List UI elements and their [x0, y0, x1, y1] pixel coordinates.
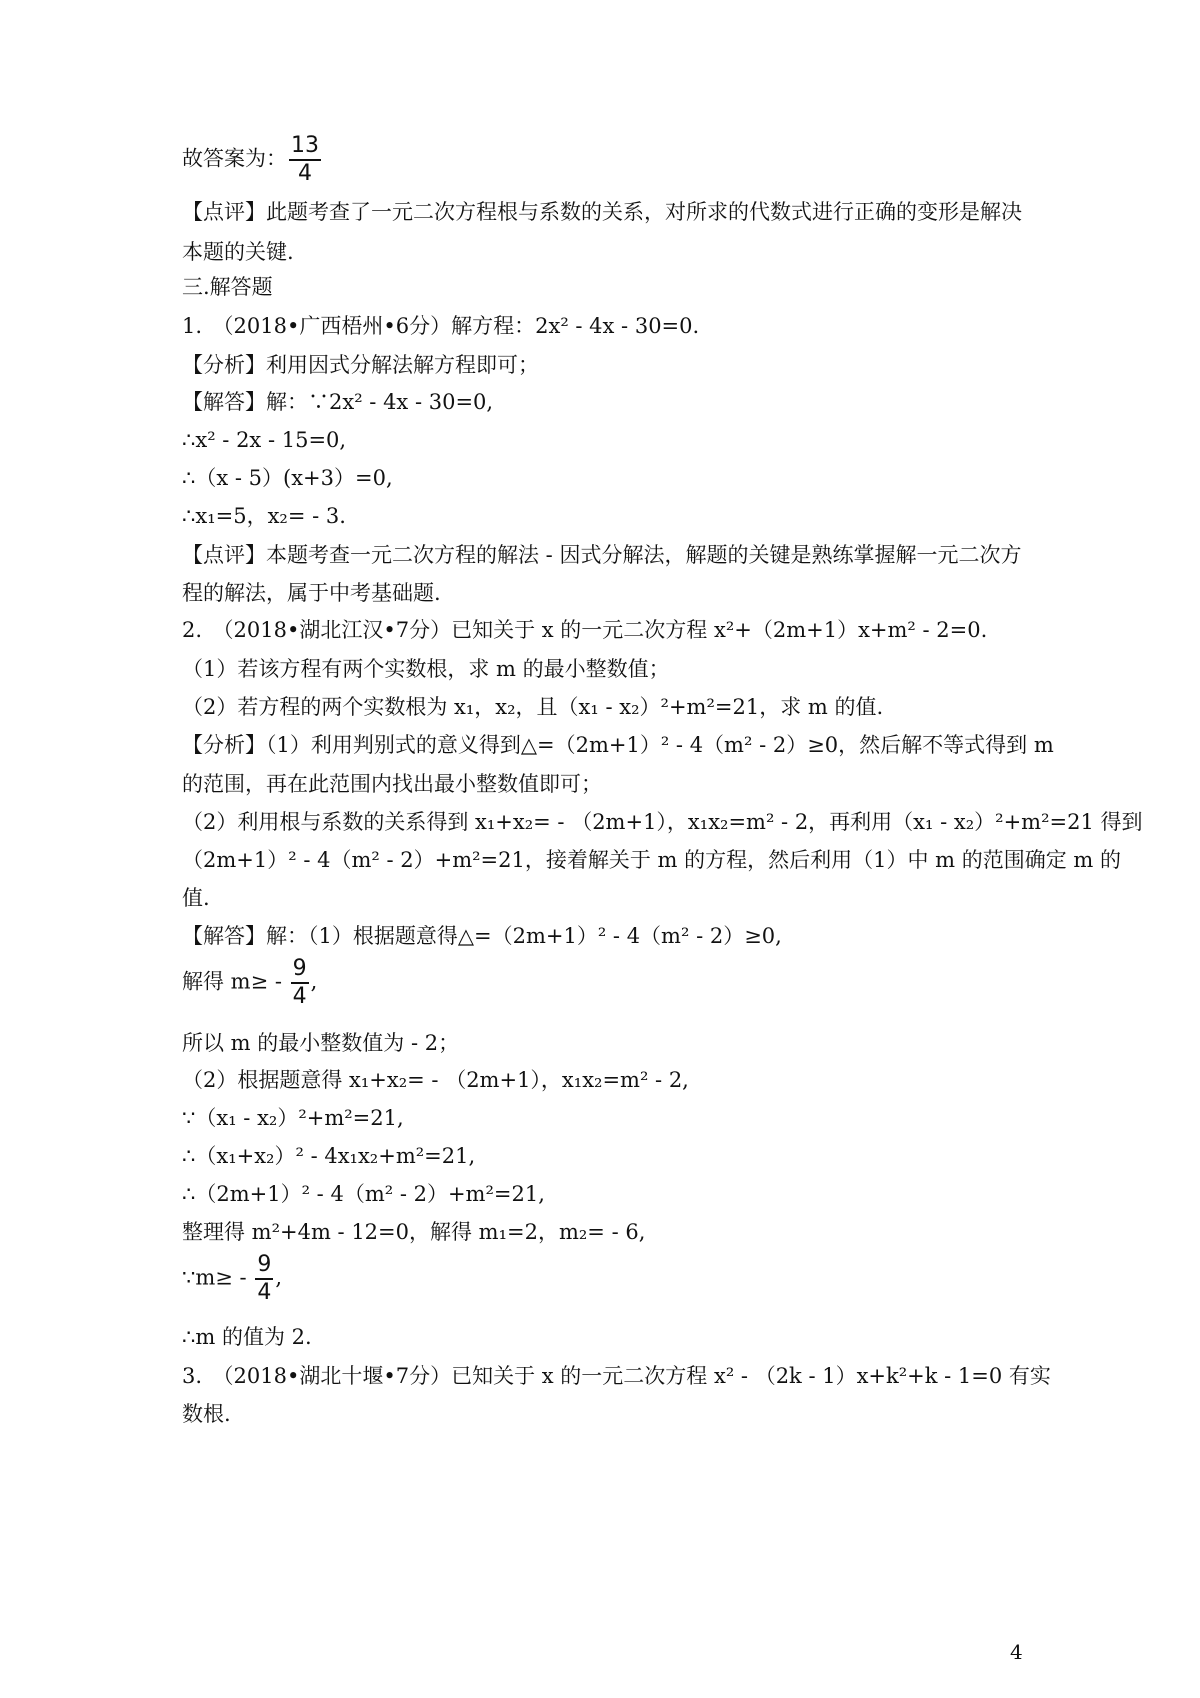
solution-2-line-4: （2）根据题意得 x₁+x₂= - （2m+1），x₁x₂=m² - 2,: [182, 1068, 689, 1092]
question-3-line-1: 3. （2018•湖北十堰•7分）已知关于 x 的一元二次方程 x² - （2k - 1）x+k²+k - 1=0 有实: [182, 1364, 1051, 1388]
comment-line-2: 本题的关键.: [182, 240, 294, 264]
question-3-line-2: 数根.: [182, 1402, 231, 1426]
fraction: [289, 135, 321, 185]
solution-1-line-2: ∴x² - 2x - 15=0,: [182, 428, 347, 452]
fraction-numerator: 13: [289, 135, 321, 161]
fraction: [291, 958, 309, 1008]
solution-2-line-8: 整理得 m²+4m - 12=0，解得 m₁=2，m₂= - 6,: [182, 1220, 646, 1244]
fraction-suffix: ,: [275, 1265, 283, 1290]
solution-2-line-1: 【解答】解：（1）根据题意得△=（2m+1）² - 4（m² - 2）≥0,: [182, 924, 782, 948]
solution-2-line-6: ∴（x₁+x₂）² - 4x₁x₂+m²=21,: [182, 1144, 476, 1168]
solution-2-fraction-line-1: [182, 958, 317, 1008]
question-1: 1. （2018•广西梧州•6分）解方程：2x² - 4x - 30=0.: [182, 314, 700, 338]
section-heading: 三.解答题: [182, 275, 273, 299]
comment-line-1: 【点评】此题考查了一元二次方程根与系数的关系，对所求的代数式进行正确的变形是解决: [182, 200, 1022, 224]
analysis-2-line-4: （2m+1）² - 4（m² - 2）+m²=21，接着解关于 m 的方程，然后利用（1）中 m 的范围确定 m 的: [182, 848, 1121, 872]
solution-2-conclusion: ∴m 的值为 2.: [182, 1325, 312, 1349]
solution-2-line-3: 所以 m 的最小整数值为 - 2；: [182, 1031, 460, 1055]
question-2-part-2: （2）若方程的两个实数根为 x₁，x₂，且（x₁ - x₂）²+m²=21，求 m 的值.: [182, 695, 884, 719]
analysis-2-line-5: 值.: [182, 886, 210, 910]
comment-1-line-2: 程的解法，属于中考基础题.: [182, 581, 441, 605]
question-2: 2. （2018•湖北江汉•7分）已知关于 x 的一元二次方程 x²+（2m+1）x+m² - 2=0.: [182, 618, 988, 642]
fraction-denominator: 4: [292, 984, 307, 1009]
solution-2-line-7: ∴（2m+1）² - 4（m² - 2）+m²=21,: [182, 1182, 545, 1206]
inequality-prefix: 解得 m≥ -: [182, 969, 289, 994]
solution-1-line-3: ∴（x - 5）(x+3）=0,: [182, 466, 393, 490]
question-2-part-1: （1）若该方程有两个实数根，求 m 的最小整数值；: [182, 657, 670, 681]
solution-2-line-5: ∵（x₁ - x₂）²+m²=21,: [182, 1106, 404, 1130]
page-number: 4: [1010, 1640, 1023, 1664]
comment-1-line-1: 【点评】本题考查一元二次方程的解法 - 因式分解法，解题的关键是熟练掌握解一元二次方: [182, 543, 1022, 567]
fraction-suffix: ,: [310, 969, 318, 994]
fraction-denominator: 4: [298, 161, 312, 186]
inequality-prefix: ∵m≥ -: [182, 1265, 254, 1290]
answer-label: 故答案为：: [182, 146, 287, 171]
fraction-numerator: 9: [291, 958, 309, 984]
solution-2-fraction-line-2: [182, 1254, 282, 1304]
analysis-2-line-1: 【分析】（1）利用判别式的意义得到△=（2m+1）² - 4（m² - 2）≥0，然后解不等式得到 m: [182, 733, 1054, 757]
analysis-2-line-3: （2）利用根与系数的关系得到 x₁+x₂= - （2m+1），x₁x₂=m² - 2，再利用（x₁ - x₂）²+m²=21 得到: [182, 810, 1143, 834]
fraction: [255, 1254, 273, 1304]
analysis-1: 【分析】利用因式分解法解方程即可；: [182, 353, 539, 377]
fraction-numerator: 9: [255, 1254, 273, 1280]
analysis-2-line-2: 的范围，再在此范围内找出最小整数值即可；: [182, 772, 602, 796]
fraction-denominator: 4: [257, 1280, 272, 1305]
solution-1-line-1: 【解答】解：∵2x² - 4x - 30=0,: [182, 390, 494, 414]
answer-line: [182, 135, 323, 185]
solution-1-line-4: ∴x₁=5，x₂= - 3.: [182, 504, 346, 528]
